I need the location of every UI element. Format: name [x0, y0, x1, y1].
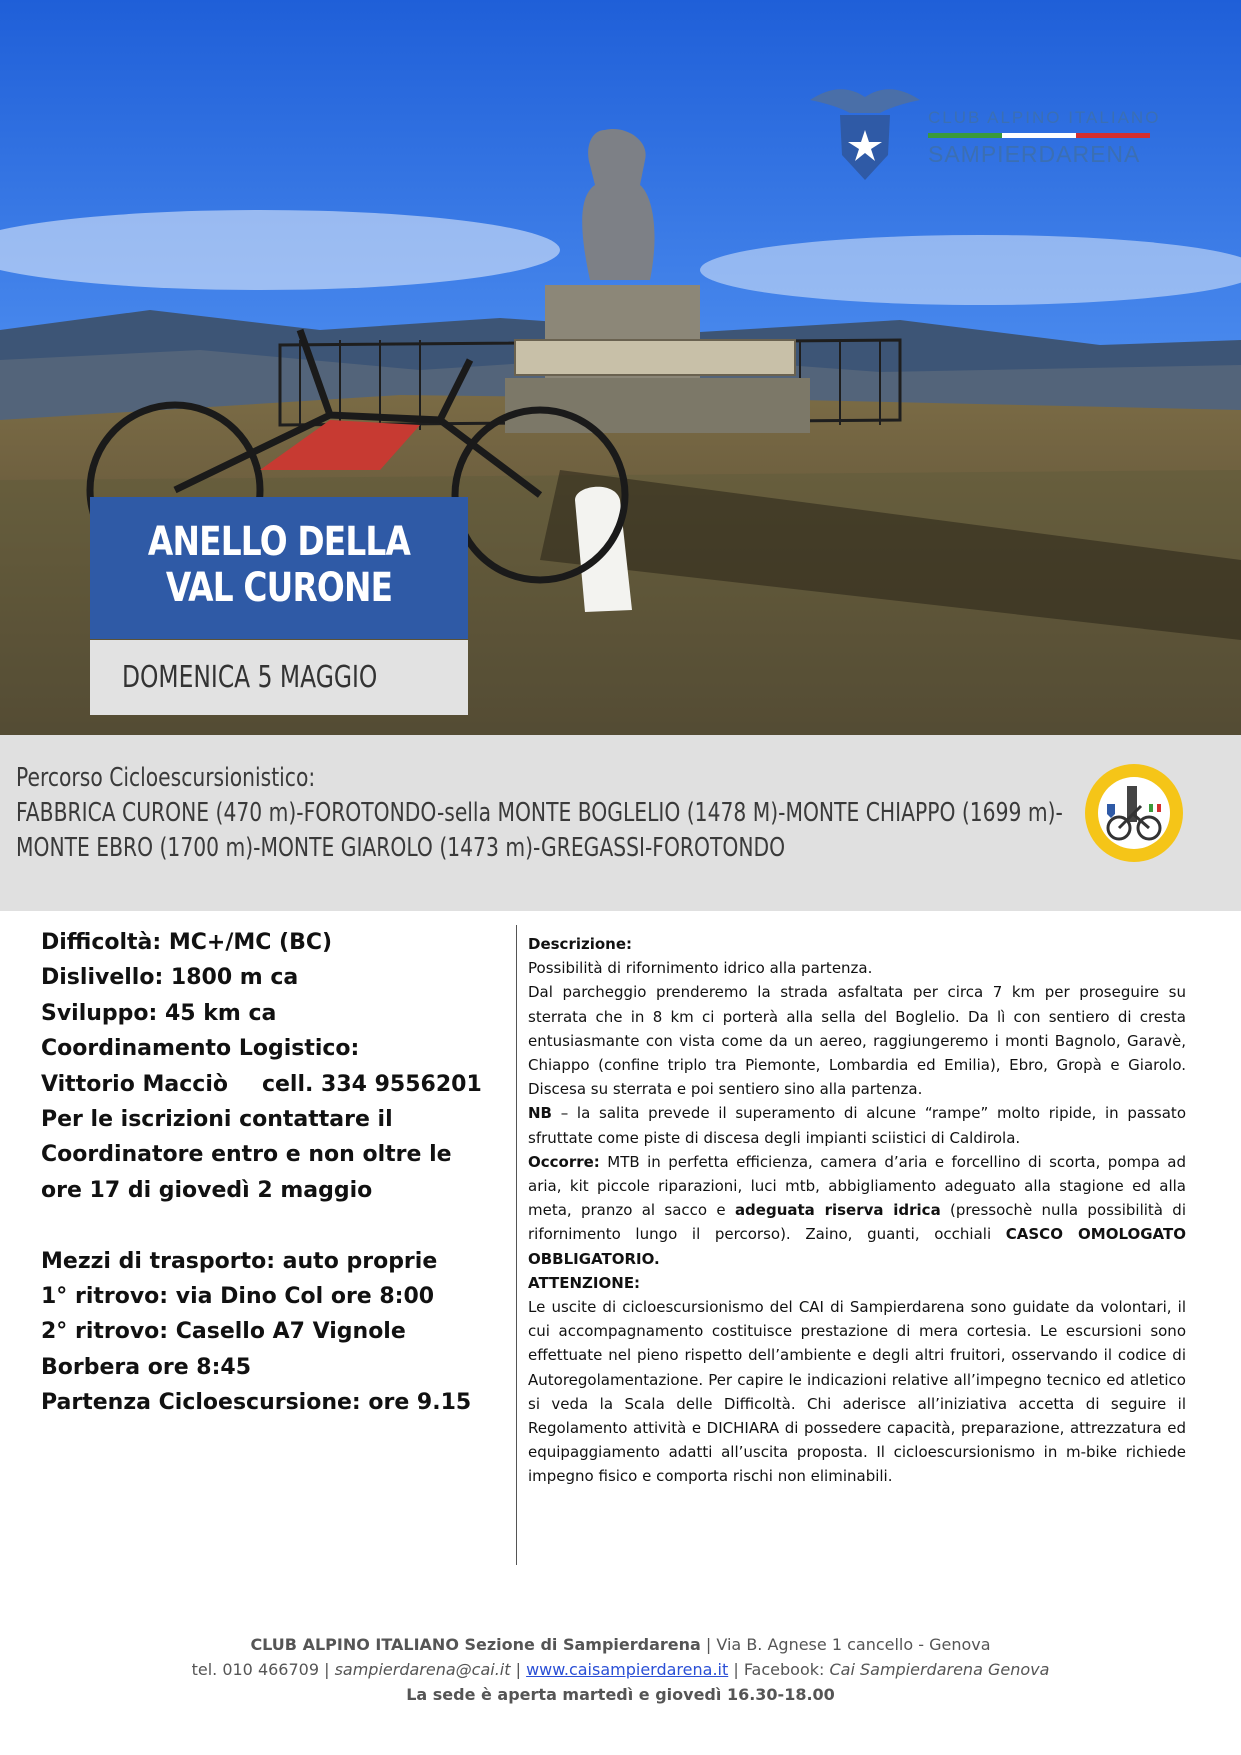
- event-date: DOMENICA 5 MAGGIO: [122, 660, 378, 695]
- registration-line-1: Per le iscrizioni contattare il: [41, 1106, 393, 1132]
- elevation-gain: Dislivello: 1800 m ca: [41, 965, 299, 991]
- footer-line-2: tel. 010 466709 | sampierdarena@cai.it | www.caisampierdarena.it | Facebook: Cai Sampierdarena Genova: [191, 1660, 1050, 1679]
- route-line-2: MONTE EBRO (1700 m)-MONTE GIAROLO (1473 m)-GREGASSI-FOROTONDO: [16, 833, 786, 863]
- italian-flag-stripe: [928, 133, 1150, 138]
- distance: Sviluppo: 45 km ca: [41, 1000, 277, 1026]
- footer-website-link[interactable]: www.caisampierdarena.it: [526, 1660, 729, 1679]
- footer-address: | Via B. Agnese 1 cancello - Genova: [700, 1635, 991, 1654]
- coordinator-name: Vittorio Macciò: [41, 1071, 228, 1097]
- description-nb: NB – la salita prevede il superamento di alcune “rampe” molto ripide, in passato sfruttate come piste di discesa degli impianti sciistici di Caldirola.: [528, 1104, 1186, 1147]
- attention-label: ATTENZIONE:: [528, 1273, 641, 1292]
- coordinator-label: Coordinamento Logistico:: [41, 1036, 360, 1062]
- description-heading: Descrizione:: [528, 935, 633, 953]
- departure-time: Partenza Cicloescursione: ore 9.15: [41, 1390, 472, 1416]
- event-title-box: [90, 497, 468, 639]
- description-equipment: Occorre: MTB in perfetta efficienza, camera d’aria e forcellino di scorta, pompa ad aria, kit piccole riparazioni, luci mtb, abbigliamento adeguato alla stagione ed alla meta, pranzo al sacco e adeguata riserva idrica (pressochè nulla possibilità di rifornimento lungo il percorso). Zaino, guanti, occhiali CASCO OMOLOGATO OBBLIGATORIO.: [528, 1152, 1186, 1268]
- ciclocai-badge-logo: [1083, 762, 1185, 864]
- route-line-1: FABBRICA CURONE (470 m)-FOROTONDO-sella MONTE BOGLELIO (1478 M)-MONTE CHIAPPO (1699 m)-: [16, 798, 1063, 828]
- description-water: Possibilità di rifornimento idrico alla partenza.: [528, 959, 873, 978]
- event-title: ANELLO DELLA VAL CURONE: [147, 519, 411, 611]
- coordinator-contact: [41, 1067, 501, 1102]
- registration-line-2: Coordinatore entro e non oltre le: [41, 1142, 452, 1168]
- logo-section-name: SAMPIERDARENA: [928, 141, 1141, 167]
- meeting-point-2a: 2° ritrovo: Casello A7 Vignole: [41, 1319, 406, 1345]
- nb-label: NB: [528, 1104, 552, 1123]
- description-route: Dal parcheggio prenderemo la strada asfaltata per circa 7 km per proseguire su sterrata che in 8 km ci porterà alla sella del Boglelio. Da lì con sentiero di cresta entusiasmante con vista come da un aereo, raggiungeremo i monti Bagnolo, Garavè, Chiappo (confine triplo tra Piemonte, Lombardia ed Emilia), Ebro, Gropà e Giarolo. Discesa su sterrata e poi sentiero sino alla partenza.: [528, 983, 1186, 1099]
- route-band: [0, 735, 1241, 911]
- registration-line-3: ore 17 di giovedì 2 maggio: [41, 1177, 373, 1203]
- footer-email[interactable]: sampierdarena@cai.it: [334, 1660, 511, 1679]
- footer-facebook[interactable]: Cai Sampierdarena Genova: [829, 1660, 1050, 1679]
- description: [528, 932, 1186, 1489]
- footer-line-1: [0, 1632, 1241, 1657]
- logo-club-name: CLUB ALPINO ITALIANO: [928, 108, 1161, 127]
- meeting-point-2b: Borbera ore 8:45: [41, 1354, 252, 1380]
- event-date-box: [90, 640, 468, 715]
- meeting-point-1: 1° ritrovo: via Dino Col ore 8:00: [41, 1283, 435, 1309]
- footer: [0, 1632, 1241, 1707]
- difficulty: Difficoltà: MC+/MC (BC): [41, 930, 333, 955]
- column-divider: [516, 925, 517, 1565]
- footer-hours: La sede è aperta martedì e giovedì 16.30-18.00: [406, 1685, 835, 1704]
- transport: Mezzi di trasporto: auto proprie: [41, 1248, 438, 1274]
- description-attention: Le uscite di cicloescursionismo del CAI di Sampierdarena sono guidate da volontari, il cui accompagnamento costituisce prestazione di mera cortesia. Le escursioni sono effettuate nel pieno rispetto dell’ambiente e degli altri fruitori, osservando il codice di Autoregolamentazione. Per capire le indicazioni relative all’impegno tecnico ed atletico si veda la Scala delle Difficoltà. Chi aderisce all’iniziativa accetta di seguire il Regolamento attività e DICHIARA di possedere capacità, preparazione, attrezzatura ed equipaggiamento adatti all’uscita proposta. Il cicloescursionismo in m-bike richiede impegno fisico e comporta rischi non eliminabili.: [528, 1298, 1186, 1486]
- coordinator-phone: cell. 334 9556201: [261, 1071, 482, 1097]
- cai-emblem-logo: [800, 75, 930, 185]
- footer-org: CLUB ALPINO ITALIANO Sezione di Sampierdarena: [250, 1635, 701, 1654]
- hero-banner: [0, 0, 1241, 735]
- event-details: [41, 925, 501, 1420]
- equipment-label: Occorre:: [528, 1152, 600, 1171]
- route-heading: Percorso Cicloescursionistico:: [16, 763, 316, 793]
